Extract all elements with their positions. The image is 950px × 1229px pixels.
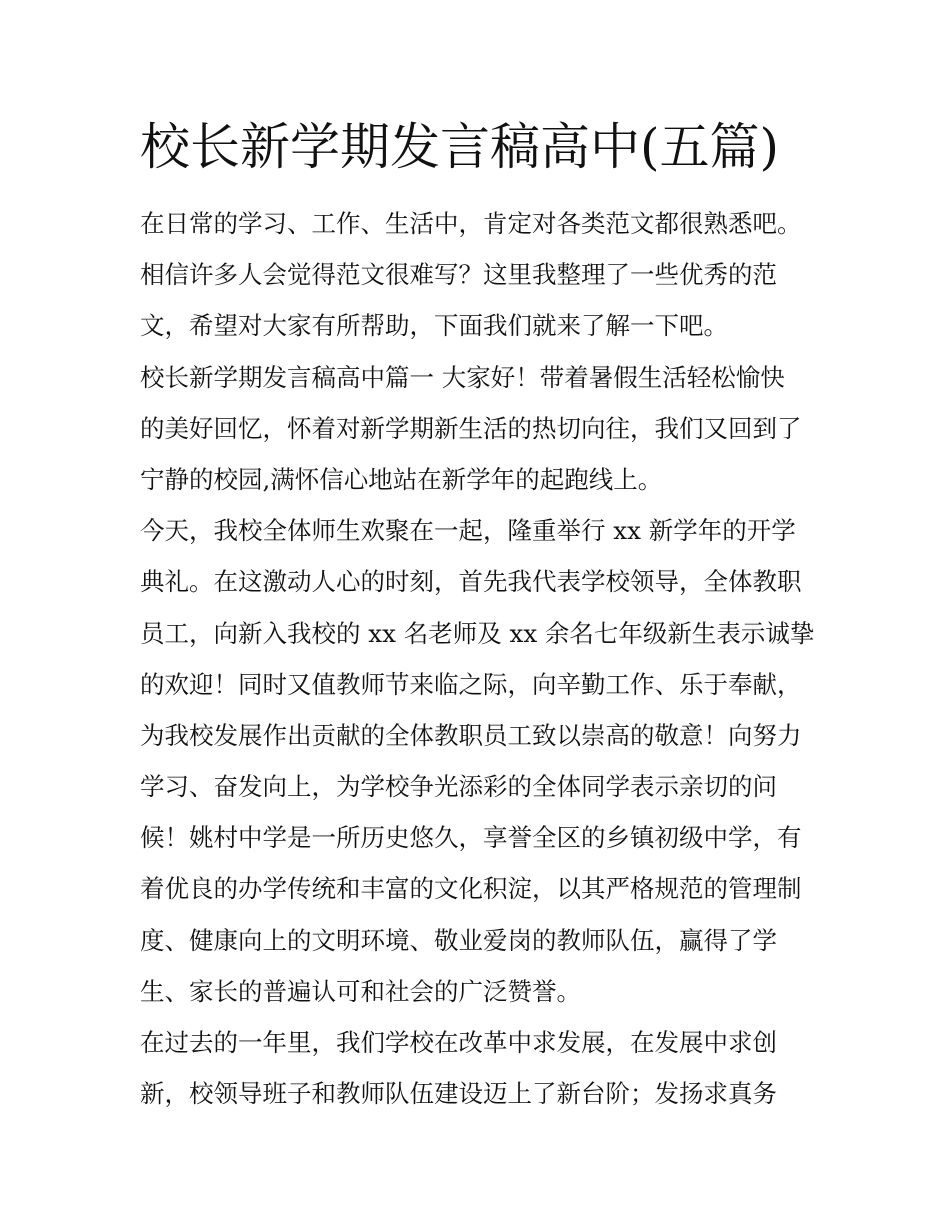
body-line: 新，校领导班子和教师队伍建设迈上了新台阶；发扬求真务 [140, 1079, 777, 1109]
body-line: 生、家长的普遍认可和社会的广泛赞誉。 [140, 976, 581, 1006]
document-title: 校长新学期发言稿高中(五篇) [140, 118, 780, 176]
body-line: 校长新学期发言稿高中篇一 大家好！带着暑假生活轻松愉快 [140, 362, 785, 392]
body-line: 相信许多人会觉得范文很难写？这里我整理了一些优秀的范 [140, 260, 777, 290]
body-line: 员工，向新入我校的 xx 名老师及 xx 余名七年级新生表示诚挚 [140, 618, 815, 648]
body-line: 度、健康向上的文明环境、敬业爱岗的教师队伍，赢得了学 [140, 925, 777, 955]
body-line: 典礼。在这激动人心的时刻，首先我代表学校领导，全体教职 [140, 567, 802, 597]
body-line: 学习、奋发向上，为学校争光添彩的全体同学表示亲切的问 [140, 772, 777, 802]
body-line: 的欢迎！同时又值教师节来临之际，向辛勤工作、乐于奉献， [140, 669, 802, 699]
body-line: 在过去的一年里，我们学校在改革中求发展，在发展中求创 [140, 1028, 777, 1057]
body-line: 今天，我校全体师生欢聚在一起，隆重举行 xx 新学年的开学 [140, 516, 796, 546]
body-line: 在日常的学习、工作、生活中，肯定对各类范文都很熟悉吧。 [140, 209, 802, 238]
body-line: 的美好回忆，怀着对新学期新生活的热切向往，我们又回到了 [140, 413, 802, 443]
body-line: 候！姚村中学是一所历史悠久，享誉全区的乡镇初级中学，有 [140, 823, 802, 853]
body-line: 宁静的校园,满怀信心地站在新学年的起跑线上。 [140, 464, 663, 494]
body-line: 为我校发展作出贡献的全体教职员工致以崇高的敬意！向努力 [140, 720, 802, 750]
body-line: 着优良的办学传统和丰富的文化积淀，以其严格规范的管理制 [140, 874, 802, 904]
body-line: 文，希望对大家有所帮助，下面我们就来了解一下吧。 [140, 311, 728, 341]
document-body [140, 198, 820, 1119]
